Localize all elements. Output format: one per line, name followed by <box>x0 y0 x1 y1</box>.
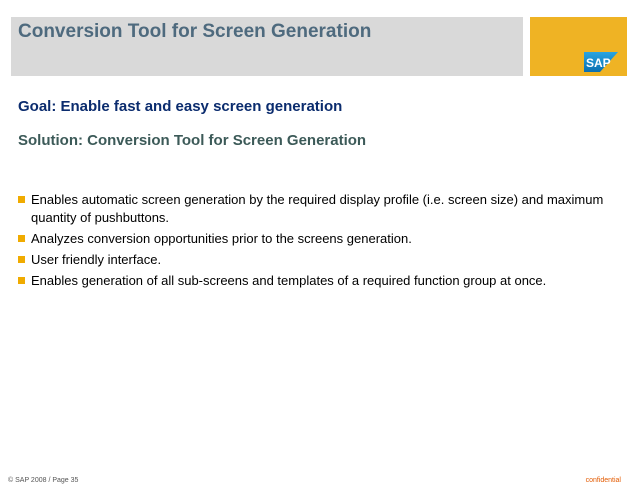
goal-heading: Goal: Enable fast and easy screen generation <box>18 98 343 115</box>
solution-heading: Solution: Conversion Tool for Screen Generation <box>18 132 367 149</box>
bullet-text: Enables automatic screen generation by the required display profile (i.e. screen size) and maximum quantity of pushbuttons. <box>31 192 604 225</box>
bullet-text: User friendly interface. <box>31 252 162 267</box>
footer-confidential: confidential <box>585 477 621 484</box>
logo-box <box>530 17 627 76</box>
footer-copyright: © SAP 2008 / Page 35 <box>8 477 79 484</box>
logo-text: SAP <box>586 56 611 70</box>
list-item <box>17 272 617 290</box>
list-item <box>17 230 617 248</box>
bullet-text: Analyzes conversion opportunities prior to the screens generation. <box>31 231 412 246</box>
bullet-list <box>17 191 617 293</box>
square-bullet-icon <box>18 256 25 263</box>
slide-title: Conversion Tool for Screen Generation <box>18 21 372 42</box>
list-item <box>17 191 617 227</box>
sap-logo-icon <box>584 52 618 72</box>
list-item <box>17 251 617 269</box>
square-bullet-icon <box>18 196 25 203</box>
square-bullet-icon <box>18 235 25 242</box>
square-bullet-icon <box>18 277 25 284</box>
bullet-text: Enables generation of all sub-screens and templates of a required function group at once. <box>31 273 547 288</box>
